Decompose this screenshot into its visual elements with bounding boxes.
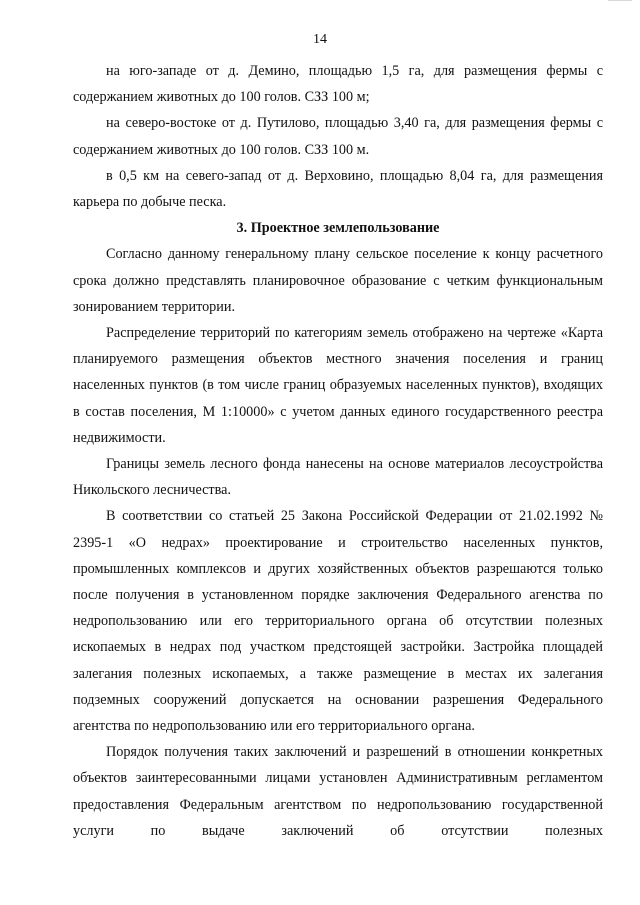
paragraph-general-plan: Согласно данному генеральному плану сельское поселение к концу расчетного срока должно представлять планировочное образование с четким функциональным зонированием территории. — [73, 246, 603, 315]
paragraph-putilovo-farm: на северо-востоке от д. Путилово, площадью 3,40 га, для размещения фермы с содержанием животных до 100 голов. СЗЗ 100 м. — [73, 115, 603, 158]
paragraph-procedure: Порядок получения таких заключений и разрешений в отношении конкретных объектов заинтересованными лицами установлен Административным регламентом предоставления Федеральным агентством по недропользованию государственной услуги по выдаче заключений об отсутствии полезных — [73, 744, 603, 839]
paragraph-forest-fund: Границы земель лесного фонда нанесены на основе материалов лесоустройства Никольского лесничества. — [73, 456, 603, 499]
section-heading: 3. Проектное землепользование — [236, 220, 440, 237]
document-body — [73, 58, 603, 844]
page-number: 14 — [313, 32, 327, 47]
scan-artifact — [608, 0, 632, 4]
paragraph-land-categories: Распределение территорий по категориям земель отображено на чертеже «Карта планируемого размещения объектов местного значения поселения и границ населенных пунктов (в том числе границ образуемых населенных пунктов), входящих в состав поселения, М 1:10000» с учетом данных единого государственного реестра недвижимости. — [73, 325, 603, 446]
paragraph-demino-farm: на юго-западе от д. Демино, площадью 1,5 га, для размещения фермы с содержанием животных до 100 голов. СЗЗ 100 м; — [73, 63, 603, 106]
paragraph-subsoil-law: В соответствии со статьей 25 Закона Российской Федерации от 21.02.1992 № 2395-1 «О недрах» проектирование и строительство населенных пунктов, промышленных комплексов и других хозяйственных объектов разрешаются только после получения в установленном порядке заключения Федерального агенства по недропользованию или его территориального органа об отсутствии полезных ископаемых в недрах под участком предстоящей застройки. Застройка площадей залегания полезных ископаемых, а также размещение в местах их залегания подземных сооружений допускается на основании разрешения Федерального агентства по недропользованию или его территориального органа. — [73, 508, 603, 735]
paragraph-verkhovino-quarry: в 0,5 км на севего-запад от д. Верховино, площадью 8,04 га, для размещения карьера по добыче песка. — [73, 167, 603, 211]
